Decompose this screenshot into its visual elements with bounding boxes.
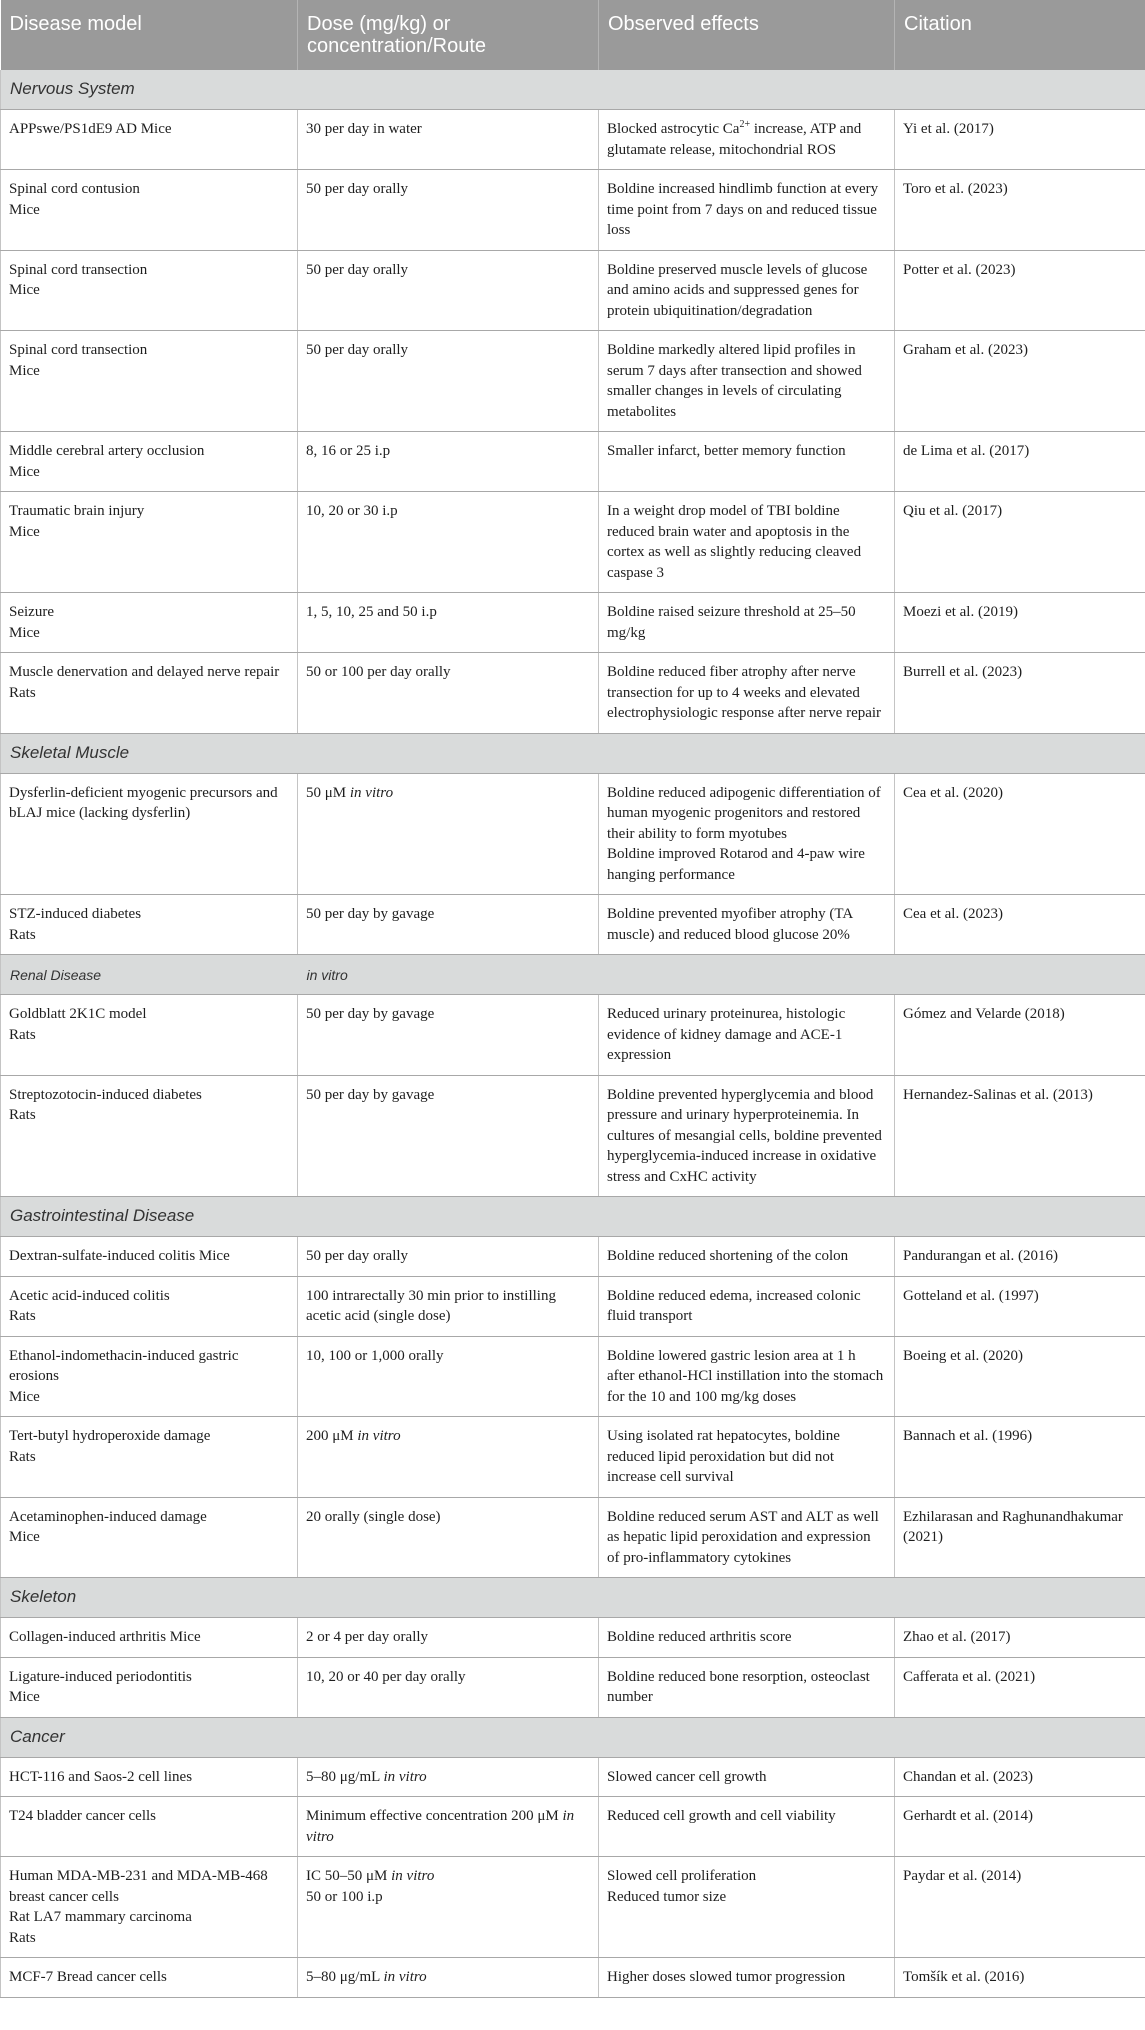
model-line: Mice (9, 1689, 40, 1705)
cell-dose (298, 1657, 599, 1717)
cell-disease-model (1, 110, 298, 170)
section-row (1, 955, 1145, 995)
model-line: Rats (9, 1107, 36, 1123)
table-row (1, 1797, 1145, 1857)
section-row (1, 70, 1145, 110)
cell-citation (895, 1417, 1145, 1498)
dose-route-invitro: in vitro (383, 1969, 427, 1985)
cell-observed-effects (599, 593, 895, 653)
table-row (1, 1958, 1145, 1998)
table-row (1, 1657, 1145, 1717)
cell-disease-model (1, 773, 298, 895)
table-row (1, 1497, 1145, 1578)
model-line: Ethanol-indomethacin-induced gastric erosions (9, 1347, 239, 1384)
cell-disease-model (1, 432, 298, 492)
dose-extra: 50 or 100 i.p (306, 1888, 383, 1905)
header-citation: Citation (895, 0, 1145, 70)
citation-line: Cea et al. (2023) (903, 906, 1003, 922)
model-line: Rat LA7 mammary carcinoma (9, 1909, 192, 1925)
model-line: MCF-7 Bread cancer cells (9, 1969, 167, 1985)
table-row (1, 170, 1145, 251)
citation-line: Gómez and Velarde (2018) (903, 1006, 1065, 1022)
table-row (1, 1857, 1145, 1958)
cell-dose (298, 1618, 599, 1658)
model-line: Ligature-induced periodontitis (9, 1668, 192, 1685)
dose-line: 50 per day orally (306, 1248, 409, 1264)
cell-dose (298, 773, 599, 895)
cell-observed-effects (599, 1618, 895, 1658)
citation-line: Cafferata et al. (2021) (903, 1668, 1036, 1685)
citation-line: de Lima et al. (2017) (903, 443, 1030, 459)
model-line: Rats (9, 684, 36, 701)
cell-observed-effects (599, 1857, 895, 1958)
cell-citation (895, 1237, 1145, 1277)
dose-line: 10, 20 or 30 i.p (306, 503, 398, 519)
effect-line: Blocked astrocytic $Ca^{2+}$ increase, ATP and glutamate release, mitochondrial ROS (607, 119, 862, 158)
citation-line: Yi et al. (2017) (903, 121, 994, 137)
cell-observed-effects (599, 1417, 895, 1498)
effect-line: Boldine increased hindlimb function at every time point from 7 days on and reduced tissue loss (607, 181, 879, 238)
header-disease-model: Disease model (1, 0, 298, 70)
effect-line: Reduced urinary proteinurea, histologic evidence of kidney damage and ACE-1 expression (607, 1006, 846, 1063)
dose-line: 50 per day orally (306, 342, 409, 358)
table-row (1, 1237, 1145, 1277)
header-row (1, 0, 1145, 70)
citation-line: Bannach et al. (1996) (903, 1428, 1033, 1444)
cell-disease-model (1, 1276, 298, 1336)
cell-disease-model (1, 1618, 298, 1658)
cell-disease-model (1, 593, 298, 653)
model-line: Acetaminophen-induced damage (9, 1508, 207, 1525)
cell-citation (895, 773, 1145, 895)
dose-route-invitro: in vitro (349, 784, 394, 801)
cell-observed-effects (599, 773, 895, 895)
cell-citation (895, 331, 1145, 432)
cell-citation (895, 895, 1145, 955)
table-row (1, 432, 1145, 492)
cell-disease-model (1, 1075, 298, 1197)
dose-line: 10, 100 or 1,000 orally (306, 1347, 444, 1364)
citation-line: Zhao et al. (2017) (903, 1629, 1011, 1645)
citation-line: Chandan et al. (2023) (903, 1768, 1033, 1785)
table-row (1, 895, 1145, 955)
citation-line: Gerhardt et al. (2014) (903, 1808, 1033, 1824)
model-line: Traumatic brain injury (9, 503, 145, 519)
cell-dose (298, 1797, 599, 1857)
cell-disease-model (1, 1336, 298, 1417)
cell-dose (298, 1857, 599, 1958)
effect-line: Reduced tumor size (607, 1888, 727, 1905)
citation-line: Potter et al. (2023) (903, 261, 1016, 278)
cell-citation (895, 432, 1145, 492)
cell-dose (298, 593, 599, 653)
cell-citation (895, 170, 1145, 251)
cell-citation (895, 1657, 1145, 1717)
dose-line: 50 or 100 per day orally (306, 664, 451, 680)
cell-citation (895, 250, 1145, 331)
effect-line: Boldine prevented myofiber atrophy (TA muscle) and reduced blood glucose 20% (607, 906, 853, 943)
table-row (1, 773, 1145, 895)
cell-citation (895, 1797, 1145, 1857)
model-line: T24 bladder cancer cells (9, 1808, 157, 1824)
table-row (1, 653, 1145, 734)
cell-dose (298, 895, 599, 955)
model-line: STZ-induced diabetes (9, 906, 142, 922)
section-row (1, 1578, 1145, 1618)
dose-line: 8, 16 or 25 i.p (306, 443, 391, 459)
header-dose-route: Dose (mg/kg) or concentration/Route (298, 0, 599, 70)
effect-line: Boldine prevented hyperglycemia and blood pressure and urinary hyperproteinemia. In cultures of mesangial cells, boldine prevented hyperglycemia-induced increase in oxidative stress and CxHC activity (607, 1086, 882, 1185)
model-line: HCT-116 and Saos-2 cell lines (9, 1768, 193, 1785)
table-row (1, 1757, 1145, 1797)
dose-value: IC 50–50 μM (306, 1868, 388, 1884)
cell-disease-model (1, 1497, 298, 1578)
table-row (1, 593, 1145, 653)
cell-citation (895, 1336, 1145, 1417)
citation-line: Burrell et al. (2023) (903, 664, 1023, 680)
dose-line: 50 per day by gavage (306, 1006, 435, 1022)
dose-line: 100 intrarectally 30 min prior to instilling acetic acid (single dose) (306, 1287, 556, 1324)
cell-disease-model (1, 1757, 298, 1797)
cell-observed-effects (599, 1075, 895, 1197)
effect-line: Boldine reduced edema, increased colonic fluid transport (607, 1287, 861, 1324)
dose-value: 5–80 μg/mL (306, 1969, 380, 1985)
cell-observed-effects (599, 1757, 895, 1797)
citation-line: Boeing et al. (2020) (903, 1347, 1023, 1364)
model-line: Mice (9, 523, 40, 540)
cell-citation (895, 593, 1145, 653)
cell-disease-model (1, 895, 298, 955)
cell-citation (895, 492, 1145, 593)
dose-line: 2 or 4 per day orally (306, 1629, 429, 1645)
cell-observed-effects (599, 492, 895, 593)
effect-line: Boldine reduced adipogenic differentiation of human myogenic progenitors and restored their ability to form myotubes (607, 784, 881, 842)
cell-citation (895, 1276, 1145, 1336)
model-line: Spinal cord transection (9, 342, 148, 358)
table-row (1, 1417, 1145, 1498)
model-line: Rats (9, 1026, 36, 1043)
model-line: Streptozotocin-induced diabetes (9, 1086, 202, 1103)
model-line: Rats (9, 1308, 36, 1324)
cell-disease-model (1, 331, 298, 432)
cell-dose (298, 331, 599, 432)
citation-line: Paydar et al. (2014) (903, 1868, 1022, 1884)
cell-disease-model (1, 1657, 298, 1717)
dose-line: 20 orally (single dose) (306, 1508, 441, 1525)
cell-citation (895, 1497, 1145, 1578)
cell-dose (298, 110, 599, 170)
cell-disease-model (1, 1958, 298, 1998)
model-line: Rats (9, 1929, 36, 1946)
dose-line: 50 per day orally (306, 181, 409, 197)
effect-line: Slowed cancer cell growth (607, 1768, 767, 1785)
cell-observed-effects (599, 895, 895, 955)
table-row (1, 1618, 1145, 1658)
model-line: APPswe/PS1dE9 AD Mice (9, 121, 172, 137)
model-line: Spinal cord transection (9, 261, 148, 278)
model-line: Dextran-sulfate-induced colitis Mice (9, 1248, 230, 1264)
table-row (1, 250, 1145, 331)
section-title: Skeletal Muscle (1, 733, 1145, 773)
cell-citation (895, 995, 1145, 1076)
model-line: Mice (9, 624, 40, 641)
dose-value: Minimum effective concentration 200 μM (306, 1808, 559, 1824)
effect-line: Slowed cell proliferation (607, 1868, 757, 1884)
cell-dose (298, 1417, 599, 1498)
dose-line: 1, 5, 10, 25 and 50 i.p (306, 604, 437, 620)
model-line: Seizure (9, 604, 54, 620)
cell-observed-effects (599, 1958, 895, 1998)
effect-line: Boldine reduced serum AST and ALT as well as hepatic lipid peroxidation and expression of pro-inflammatory cytokines (607, 1508, 879, 1566)
cell-dose (298, 995, 599, 1076)
cell-dose (298, 1757, 599, 1797)
cell-observed-effects (599, 653, 895, 734)
cell-disease-model (1, 995, 298, 1076)
effect-line: Boldine improved Rotarod and 4-paw wire hanging performance (607, 846, 865, 883)
dose-route-invitro: in vitro (357, 1428, 401, 1444)
model-line: Mice (9, 362, 40, 379)
cell-citation (895, 1757, 1145, 1797)
cell-disease-model (1, 1417, 298, 1498)
model-line: Muscle denervation and delayed nerve repair (9, 664, 280, 680)
table-row (1, 331, 1145, 432)
cell-observed-effects (599, 170, 895, 251)
model-line: Dysferlin-deficient myogenic precursors and bLAJ mice (lacking dysferlin) (9, 784, 278, 821)
effect-line: Boldine reduced shortening of the colon (607, 1248, 849, 1264)
cell-observed-effects (599, 432, 895, 492)
effect-line: Using isolated rat hepatocytes, boldine reduced lipid peroxidation but did not increase cell survival (607, 1428, 840, 1485)
cell-dose (298, 1336, 599, 1417)
table-row (1, 1276, 1145, 1336)
cell-dose (298, 1237, 599, 1277)
cell-dose (298, 170, 599, 251)
table-row (1, 110, 1145, 170)
citation-line: Cea et al. (2020) (903, 784, 1003, 801)
dose-route-invitro: in vitro (306, 1808, 575, 1845)
cell-observed-effects (599, 110, 895, 170)
dose-line: 10, 20 or 40 per day orally (306, 1668, 466, 1685)
table-row (1, 1336, 1145, 1417)
effect-line: Smaller infarct, better memory function (607, 443, 846, 459)
dose-line: 50 per day orally (306, 261, 409, 278)
cell-dose (298, 250, 599, 331)
cell-observed-effects (599, 1797, 895, 1857)
cell-disease-model (1, 170, 298, 251)
header-observed-effects: Observed effects (599, 0, 895, 70)
cell-citation (895, 653, 1145, 734)
model-line: Mice (9, 463, 40, 480)
section-row (1, 1717, 1145, 1757)
cell-dose (298, 1497, 599, 1578)
model-line: Acetic acid-induced colitis (9, 1287, 170, 1304)
cell-observed-effects (599, 1237, 895, 1277)
model-line: Spinal cord contusion (9, 181, 140, 197)
citation-line: Graham et al. (2023) (903, 342, 1028, 358)
table-body (1, 70, 1145, 1997)
citation-line: Pandurangan et al. (2016) (903, 1248, 1058, 1264)
section-row (1, 1197, 1145, 1237)
model-line: Rats (9, 1448, 36, 1465)
model-line: Rats (9, 926, 36, 943)
table-row (1, 1075, 1145, 1197)
citation-line: Qiu et al. (2017) (903, 503, 1003, 519)
cell-observed-effects (599, 1276, 895, 1336)
dose-value: 50 μM (306, 784, 347, 801)
cell-dose (298, 653, 599, 734)
section-dose-note: in vitro (298, 955, 1145, 995)
cell-observed-effects (599, 1497, 895, 1578)
citation-line: Hernandez-Salinas et al. (2013) (903, 1086, 1093, 1103)
table-row (1, 995, 1145, 1076)
cell-citation (895, 1075, 1145, 1197)
cell-citation (895, 1618, 1145, 1658)
citation-line: Tomšík et al. (2016) (903, 1969, 1025, 1985)
cell-observed-effects (599, 995, 895, 1076)
effect-line: Boldine reduced arthritis score (607, 1629, 792, 1645)
dose-value: 200 μM (306, 1428, 354, 1444)
effect-line: Boldine markedly altered lipid profiles in serum 7 days after transection and showed smaller changes in levels of circulating metabolites (607, 342, 862, 420)
cell-dose (298, 1958, 599, 1998)
cell-citation (895, 110, 1145, 170)
table-row (1, 492, 1145, 593)
cell-observed-effects (599, 250, 895, 331)
section-title: Skeleton (1, 1578, 1145, 1618)
cell-citation (895, 1857, 1145, 1958)
cell-observed-effects (599, 1336, 895, 1417)
cell-dose (298, 1075, 599, 1197)
cell-observed-effects (599, 331, 895, 432)
section-title: Cancer (1, 1717, 1145, 1757)
citation-line: Ezhilarasan and Raghunandhakumar (2021) (903, 1508, 1123, 1545)
model-line: Mice (9, 1388, 40, 1405)
dose-route-invitro: in vitro (383, 1768, 427, 1785)
model-line: Mice (9, 1529, 40, 1545)
effect-line: Boldine raised seizure threshold at 25–50 mg/kg (607, 604, 856, 641)
section-title: Renal Disease (1, 955, 298, 995)
effect-line: Higher doses slowed tumor progression (607, 1969, 846, 1985)
effect-line: Boldine lowered gastric lesion area at 1 h after ethanol-HCl instillation into the stomach for the 10 and 100 mg/kg doses (607, 1347, 884, 1405)
effect-line: Boldine reduced bone resorption, osteoclast number (607, 1668, 870, 1705)
model-line: Mice (9, 201, 40, 218)
effect-line: Reduced cell growth and cell viability (607, 1808, 836, 1824)
cell-citation (895, 1958, 1145, 1998)
dose-line: 50 per day by gavage (306, 1086, 435, 1103)
citation-line: Toro et al. (2023) (903, 181, 1008, 197)
dose-route-invitro: in vitro (391, 1868, 435, 1884)
model-line: Human MDA-MB-231 and MDA-MB-468 breast cancer cells (9, 1868, 268, 1905)
cell-disease-model (1, 653, 298, 734)
model-line: Tert-butyl hydroperoxide damage (9, 1428, 211, 1444)
model-line: Collagen-induced arthritis Mice (9, 1629, 201, 1645)
model-line: Goldblatt 2K1C model (9, 1006, 147, 1022)
dose-line: 50 per day by gavage (306, 906, 435, 922)
effect-line: Boldine reduced fiber atrophy after nerve transection for up to 4 weeks and elevated electrophysiologic response after nerve repair (607, 664, 882, 721)
citation-line: Gotteland et al. (1997) (903, 1287, 1039, 1304)
cell-disease-model (1, 1857, 298, 1958)
section-title: Nervous System (1, 70, 1145, 110)
dose-line: 30 per day in water (306, 121, 422, 137)
citation-line: Moezi et al. (2019) (903, 604, 1018, 620)
cell-disease-model (1, 1797, 298, 1857)
model-line: Mice (9, 282, 40, 298)
cell-dose (298, 1276, 599, 1336)
cell-dose (298, 432, 599, 492)
effect-line: In a weight drop model of TBI boldine reduced brain water and apoptosis in the cortex as well as slightly reducing cleaved caspase 3 (607, 503, 862, 581)
cell-disease-model (1, 1237, 298, 1277)
dose-value: 5–80 μg/mL (306, 1768, 380, 1785)
cell-disease-model (1, 250, 298, 331)
section-row (1, 733, 1145, 773)
cell-disease-model (1, 492, 298, 593)
cell-observed-effects (599, 1657, 895, 1717)
section-title: Gastrointestinal Disease (1, 1197, 1145, 1237)
effect-line: Boldine preserved muscle levels of glucose and amino acids and suppressed genes for protein ubiquitination/degradation (607, 261, 868, 319)
model-line: Middle cerebral artery occlusion (9, 443, 205, 459)
cell-dose (298, 492, 599, 593)
